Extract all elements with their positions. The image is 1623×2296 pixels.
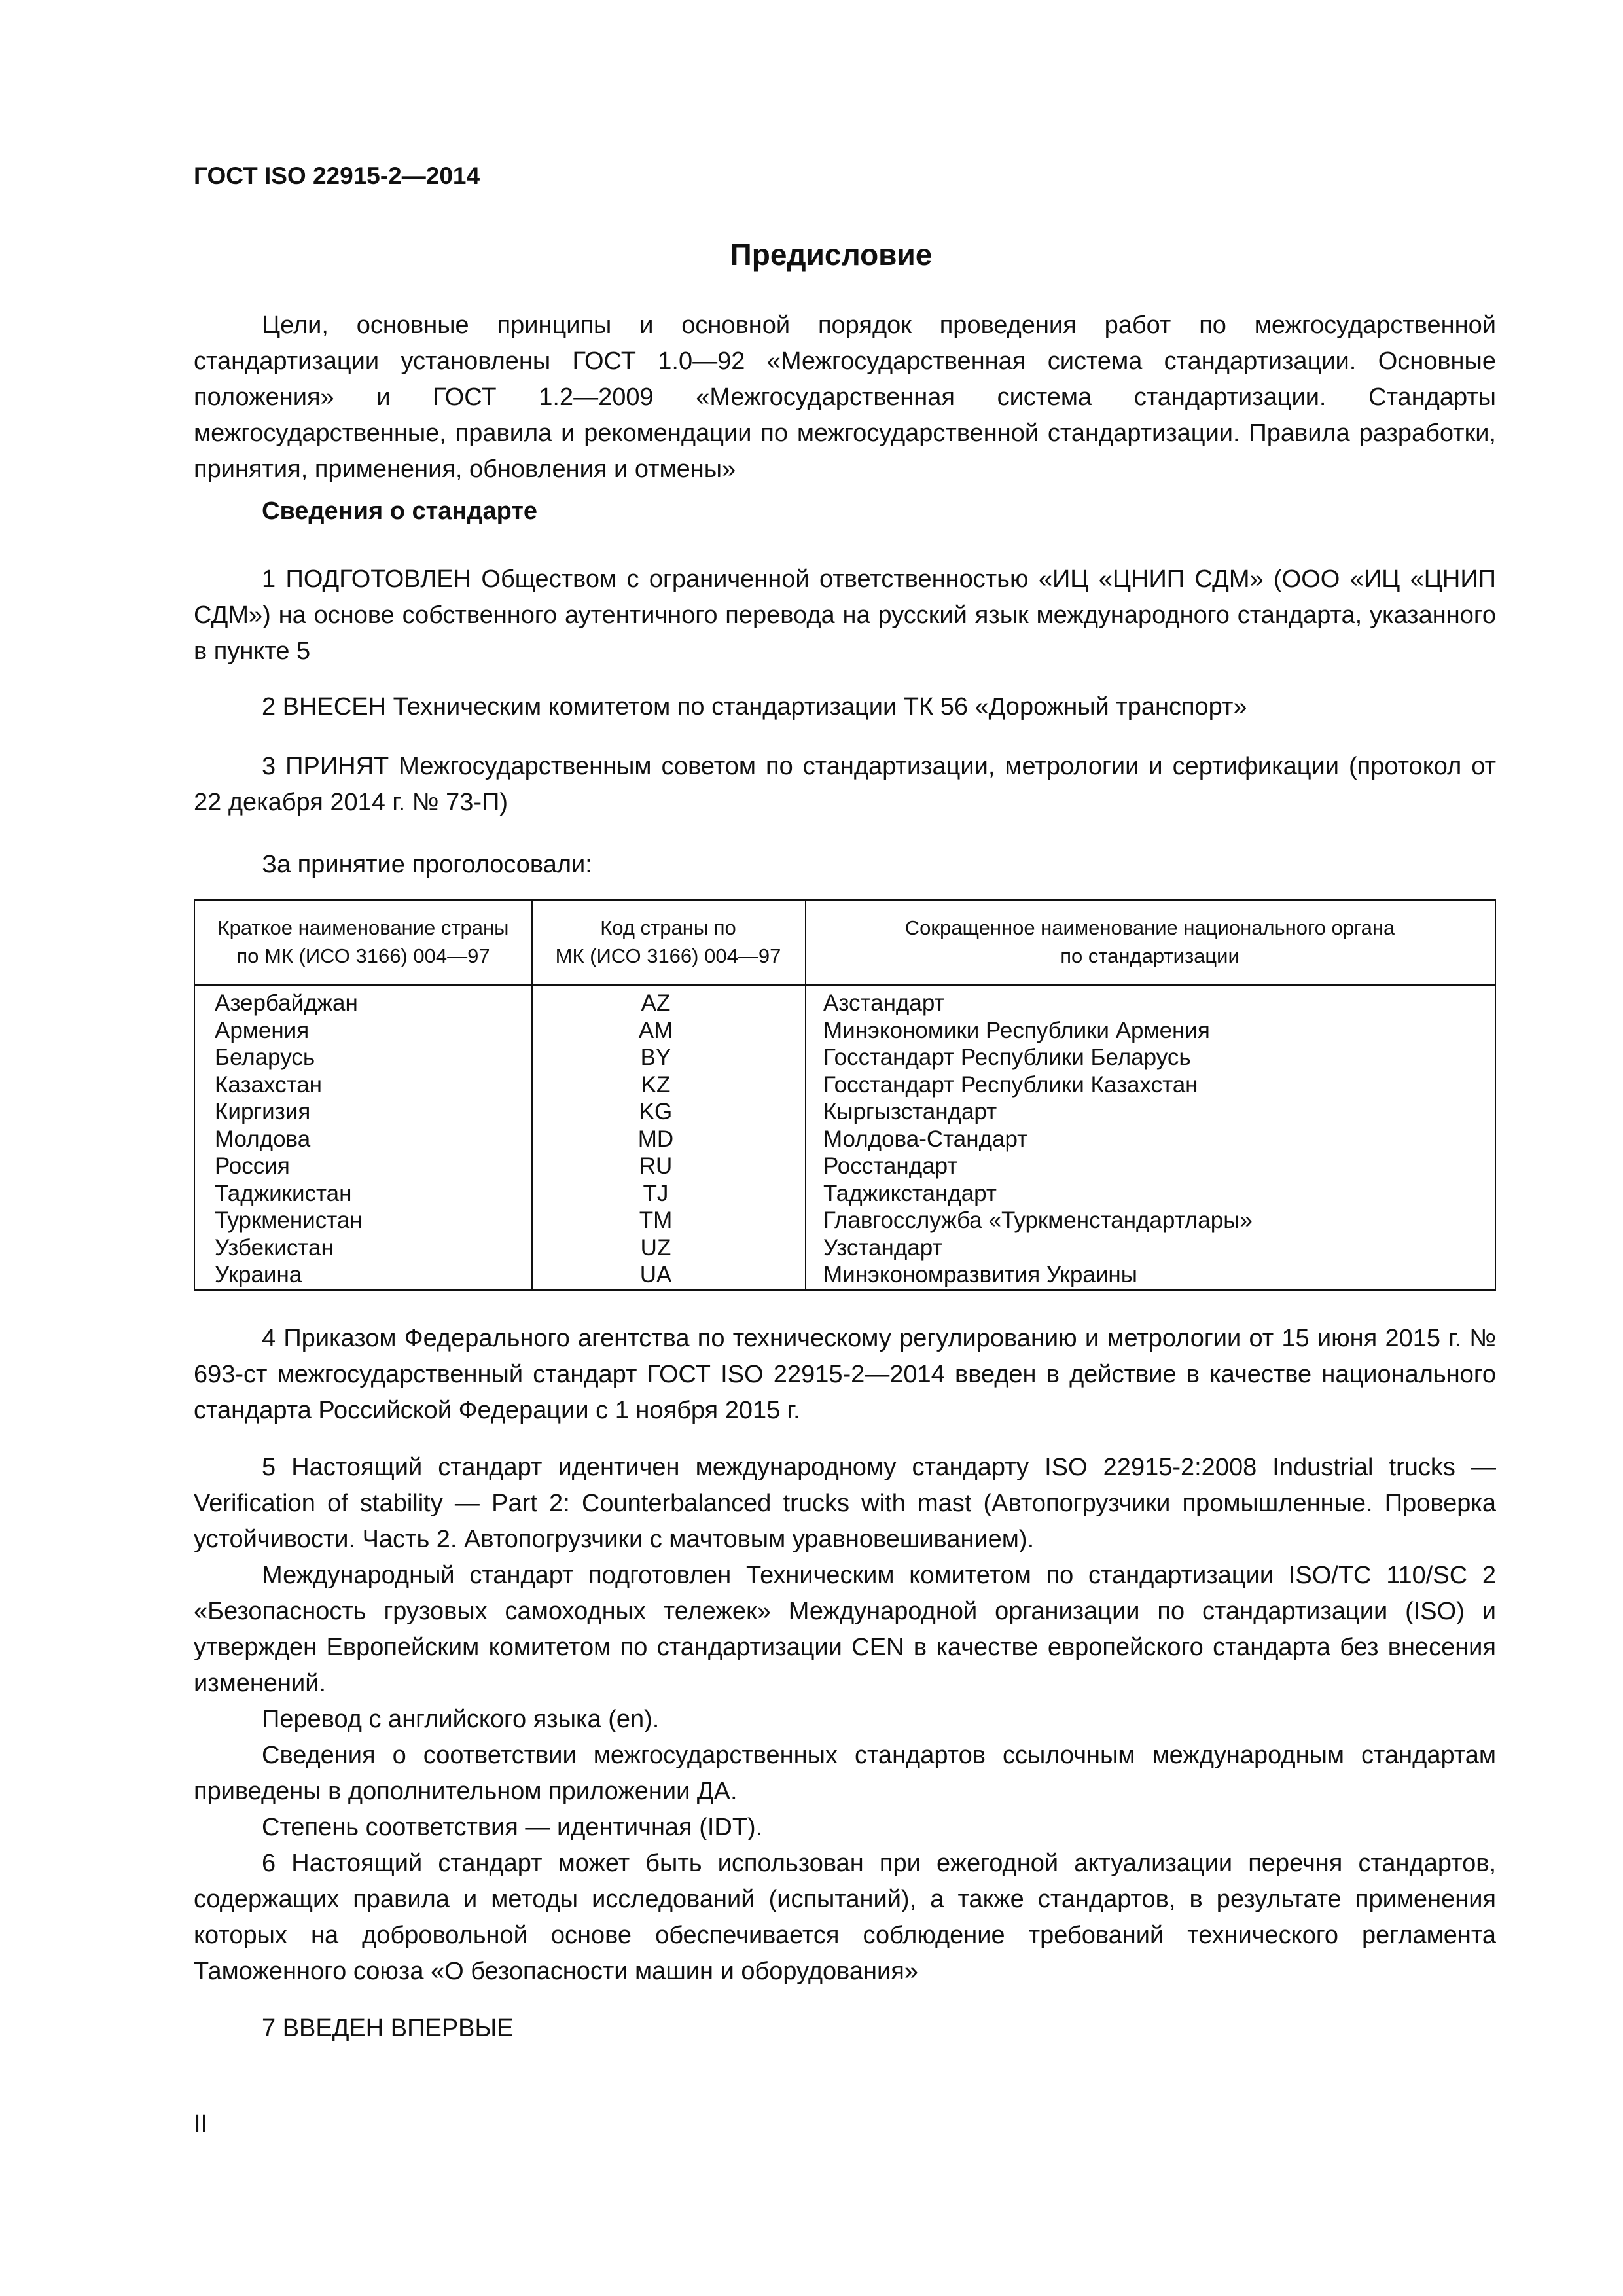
code-cell: RU (639, 1153, 673, 1179)
country-cell: Азербайджан (215, 990, 358, 1016)
table-row (195, 1098, 1495, 1126)
header-line: по МК (ИСО 3166) 004—97 (236, 944, 490, 967)
intro-paragraph: Цели, основные принципы и основной порядок проведения работ по межгосударственной стандартизации установлены ГОСТ 1.0—92 «Межгосударственная система стандартизации. Основные положения» и ГОСТ 1.2—2009 «Межгосударственная система стандартизации. Стандарты межгосударственные, правила и рекомендации по межгосударственной стандартизации. Правила разработки, принятия, применения, обновления и отмены» (194, 312, 1496, 483)
country-cell: Таджикистан (215, 1180, 352, 1206)
item-6-paragraph: 6 Настоящий стандарт может быть использован при ежегодной актуализации перечня стандартов, содержащих правила и методы исследований (испытаний), а также стандартов, в результате применения которых на добровольной основе обеспечивается соблюдение требований технического регламента Таможенного союза «О безопасности машин и оборудования» (194, 1850, 1496, 1985)
item-3-paragraph: 3 ПРИНЯТ Межгосударственным советом по стандартизации, метрологии и сертификации (протокол от 22 декабря 2014 г. № 73-П) (194, 753, 1496, 816)
country-cell: Украина (215, 1262, 302, 1287)
item-6-block (194, 1846, 1496, 1990)
table-row (195, 990, 1495, 1017)
page-title: Предисловие (730, 238, 933, 272)
standard-info-heading: Сведения о стандарте (262, 497, 538, 525)
code-cell: UA (639, 1262, 672, 1287)
code-cell: KG (639, 1099, 673, 1124)
page-number: II (194, 2110, 208, 2138)
item-7-block (194, 2011, 1496, 2047)
organization-cell: Госстандарт Республики Казахстан (823, 1071, 1198, 1098)
country-cell: Беларусь (215, 1045, 315, 1070)
header-line: Сокращенное наименование национального органа (904, 916, 1395, 939)
item-5-paragraph-2: Международный стандарт подготовлен Техническим комитетом по стандартизации ISO/TC 110/SC 2 «Безопасность грузовых самоходных тележек» Международной организации по стандартизации (ISO) и утвержден Европейским комитетом по стандартизации CEN в качестве европейского стандарта без внесения изменений. (194, 1562, 1496, 1697)
item-7-paragraph: 7 ВВЕДЕН ВПЕРВЫЕ (262, 2015, 514, 2042)
code-cell: BY (640, 1045, 671, 1070)
country-cell: Армения (215, 1017, 310, 1043)
organization-cell: Госстандарт Республики Беларусь (823, 1045, 1191, 1070)
code-cell: KZ (641, 1071, 671, 1098)
table-row (195, 1126, 1495, 1153)
table-header-organization (805, 914, 1495, 970)
document-header: ГОСТ ISO 22915-2—2014 (194, 162, 480, 189)
table-row (195, 1207, 1495, 1234)
table-header-country (195, 914, 531, 970)
code-cell: AM (638, 1017, 673, 1043)
table-row (195, 1261, 1495, 1289)
code-cell: TJ (643, 1180, 669, 1206)
item-1-block (194, 562, 1496, 670)
header-line: Код страны по (600, 916, 736, 939)
organization-cell: Узстандарт (823, 1234, 943, 1261)
code-cell: AZ (641, 990, 671, 1016)
table-row (195, 1153, 1495, 1180)
country-cell: Узбекистан (215, 1234, 334, 1261)
header-line: Краткое наименование страны (217, 916, 509, 939)
item-4-paragraph: 4 Приказом Федерального агентства по техническому регулированию и метрологии от 15 июня 2015 г. № 693-ст межгосударственный стандарт ГОСТ ISO 22915-2—2014 введен в действие в качестве национального стандарта Российской Федерации с 1 ноября 2015 г. (194, 1325, 1496, 1424)
item-5-paragraph-3: Перевод с английского языка (en). (262, 1706, 660, 1733)
item-2-paragraph: 2 ВНЕСЕН Техническим комитетом по стандартизации ТК 56 «Дорожный транспорт» (262, 693, 1247, 721)
table-row (195, 1180, 1495, 1208)
organization-cell: Минэкономразвития Украины (823, 1262, 1137, 1287)
header-line: по стандартизации (1060, 944, 1240, 967)
organization-cell: Молдова-Стандарт (823, 1126, 1028, 1152)
country-cell: Казахстан (215, 1071, 323, 1098)
table-header-code (531, 914, 805, 970)
organization-cell: Минэкономики Республики Армения (823, 1017, 1210, 1043)
voted-label: За принятие проголосовали: (262, 851, 592, 878)
organization-cell: Кыргызстандарт (823, 1099, 997, 1124)
table-row (195, 1234, 1495, 1262)
organization-cell: Азстандарт (823, 990, 945, 1016)
table-row (195, 1017, 1495, 1045)
code-cell: TM (639, 1208, 673, 1233)
item-5-paragraph-5: Степень соответствия — идентичная (IDT). (262, 1814, 763, 1841)
country-cell: Молдова (215, 1126, 311, 1152)
header-line: МК (ИСО 3166) 004—97 (555, 944, 781, 967)
table-header (195, 901, 1495, 986)
table-row (195, 1044, 1495, 1071)
country-cell: Россия (215, 1153, 290, 1179)
organization-cell: Главгосслужба «Туркменстандартлары» (823, 1208, 1253, 1233)
code-cell: UZ (640, 1234, 671, 1261)
table-row (195, 1071, 1495, 1099)
item-4-block (194, 1321, 1496, 1429)
intro-block (194, 308, 1496, 488)
country-cell: Киргизия (215, 1099, 311, 1124)
item-1-paragraph: 1 ПОДГОТОВЛЕН Обществом с ограниченной ответственностью «ИЦ «ЦНИП СДМ» (ООО «ИЦ «ЦНИП СДМ») на основе собственного аутентичного перевода на русский язык международного стандарта, указанного в пункте 5 (194, 565, 1496, 665)
item-3-block (194, 749, 1496, 821)
organization-cell: Таджикстандарт (823, 1180, 997, 1206)
item-5-paragraph: 5 Настоящий стандарт идентичен международному стандарту ISO 22915-2:2008 Industrial trucks — Verification of stability — Part 2: Counterbalanced trucks with mast (Автопогрузчики промышленные. Проверка устойчивости. Часть 2. Автопогрузчики с мачтовым уравновешиванием). (194, 1454, 1496, 1553)
table-body (195, 986, 1495, 1289)
item-2-block (194, 689, 1496, 725)
voting-table (194, 899, 1496, 1291)
item-5-block (194, 1450, 1496, 1846)
item-5-paragraph-4: Сведения о соответствии межгосударственных стандартов ссылочным международным стандартам приведены в дополнительном приложении ДА. (194, 1742, 1496, 1805)
code-cell: MD (637, 1126, 674, 1152)
country-cell: Туркменистан (215, 1208, 363, 1233)
organization-cell: Росстандарт (823, 1153, 958, 1179)
